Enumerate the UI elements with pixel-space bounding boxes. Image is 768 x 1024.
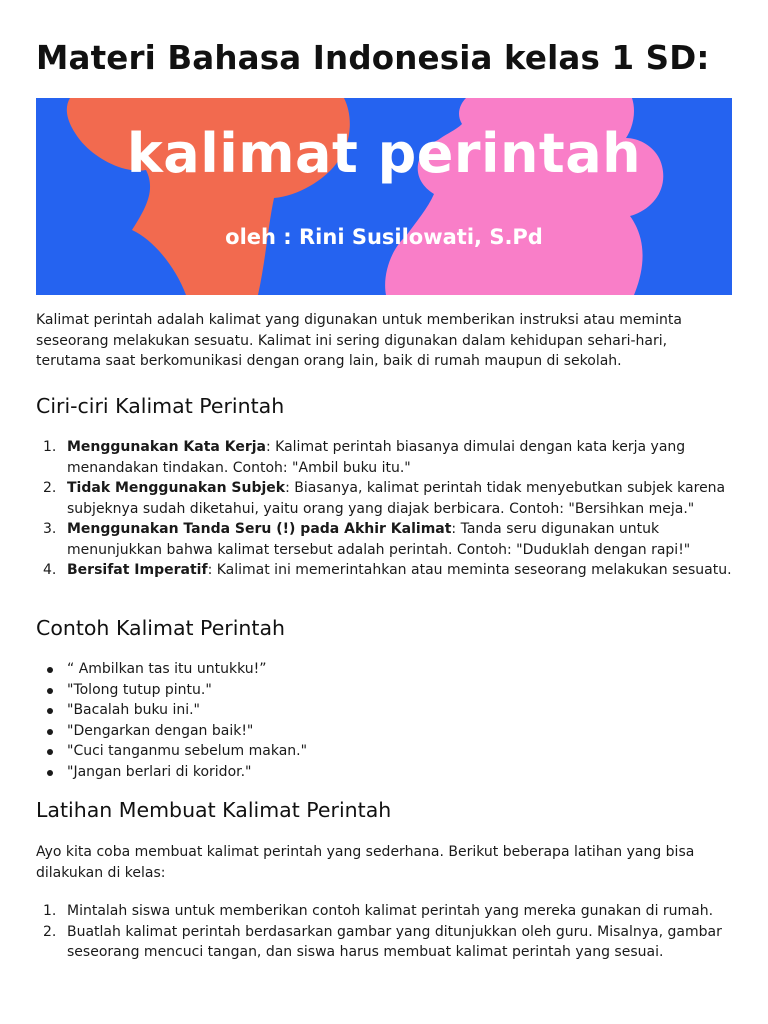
- list-item: [36, 478, 736, 519]
- list-item: [36, 437, 736, 478]
- list-item: [36, 762, 736, 783]
- list-number: 1.: [43, 903, 57, 919]
- list-number: 1.: [43, 439, 57, 455]
- list-item: [36, 659, 736, 680]
- heading-ciri: Ciri-ciri Kalimat Perintah: [36, 394, 285, 418]
- list-item-term: Menggunakan Kata Kerja: [67, 439, 266, 455]
- list-item: [36, 721, 736, 742]
- heading-contoh: Contoh Kalimat Perintah: [36, 616, 286, 640]
- list-item: [36, 741, 736, 762]
- ciri-list: [36, 437, 736, 581]
- list-item-text: : Tanda seru digunakan untuk menunjukkan bahwa kalimat tersebut adalah perintah. Contoh: "Duduklah dengan rapi!": [67, 521, 691, 558]
- list-item: [36, 700, 736, 721]
- bullet-icon: [47, 729, 53, 735]
- bullet-icon: [47, 770, 53, 776]
- intro-paragraph: Kalimat perintah adalah kalimat yang digunakan untuk memberikan instruksi atau meminta seseorang melakukan sesuatu. Kalimat ini sering digunakan dalam kehidupan sehari-hari, terutama saat berkomunikasi dengan orang lain, baik di rumah maupun di sekolah.: [36, 312, 682, 369]
- banner-author: oleh : Rini Susilowati, S.Pd: [225, 225, 543, 249]
- banner-title: kalimat perintah: [126, 122, 642, 185]
- bullet-icon: [47, 667, 53, 673]
- list-item-text: "Tolong tutup pintu.": [67, 681, 212, 698]
- list-item: [36, 680, 736, 701]
- list-number: 2.: [43, 480, 57, 496]
- list-item-text: "Bacalah buku ini.": [67, 702, 200, 718]
- list-item-text: : Biasanya, kalimat perintah tidak menyebutkan subjek karena subjeknya sudah diketahui, yaitu orang yang diajak berbicara. Contoh: "Bersihkan meja.": [67, 480, 726, 517]
- list-number: 3.: [43, 521, 57, 537]
- latihan-intro-paragraph: Ayo kita coba membuat kalimat perintah yang sederhana. Berikut beberapa latihan yang bisa dilakukan di kelas:: [36, 844, 695, 881]
- bullet-icon: [47, 708, 53, 714]
- list-item-term: Bersifat Imperatif: [67, 562, 208, 578]
- list-item-text: “ Ambilkan tas itu untukku!”: [67, 661, 267, 677]
- latihan-list: [36, 901, 736, 963]
- list-number: 2.: [43, 923, 57, 940]
- list-number: 4.: [43, 562, 57, 578]
- list-item-text: "Jangan berlari di koridor.": [67, 763, 252, 780]
- list-item-text: : Kalimat ini memerintahkan atau meminta seseorang melakukan sesuatu.: [207, 562, 732, 578]
- heading-latihan: Latihan Membuat Kalimat Perintah: [36, 798, 392, 822]
- list-item-text: "Cuci tanganmu sebelum makan.": [67, 743, 308, 759]
- list-item: [36, 922, 736, 963]
- list-item-text: Mintalah siswa untuk memberikan contoh kalimat perintah yang mereka gunakan di rumah.: [67, 903, 714, 919]
- list-item: [36, 519, 736, 560]
- bullet-icon: [47, 688, 53, 694]
- list-item-term: Tidak Menggunakan Subjek: [67, 480, 286, 496]
- list-item: [36, 901, 736, 922]
- list-item-term: Menggunakan Tanda Seru (!) pada Akhir Kalimat: [67, 521, 452, 537]
- list-item-text: Buatlah kalimat perintah berdasarkan gambar yang ditunjukkan oleh guru. Misalnya, gambar seseorang mencuci tangan, dan siswa harus membuat kalimat perintah yang sesuai.: [67, 923, 722, 960]
- list-item-text: "Dengarkan dengan baik!": [67, 722, 254, 739]
- list-item: [36, 560, 736, 581]
- page-title: Materi Bahasa Indonesia kelas 1 SD:: [36, 39, 710, 77]
- contoh-list: [36, 659, 736, 782]
- title-banner: [36, 98, 732, 295]
- list-item-text: : Kalimat perintah biasanya dimulai dengan kata kerja yang menandakan tindakan. Contoh: "Ambil buku itu.": [67, 439, 686, 476]
- bullet-icon: [47, 749, 53, 755]
